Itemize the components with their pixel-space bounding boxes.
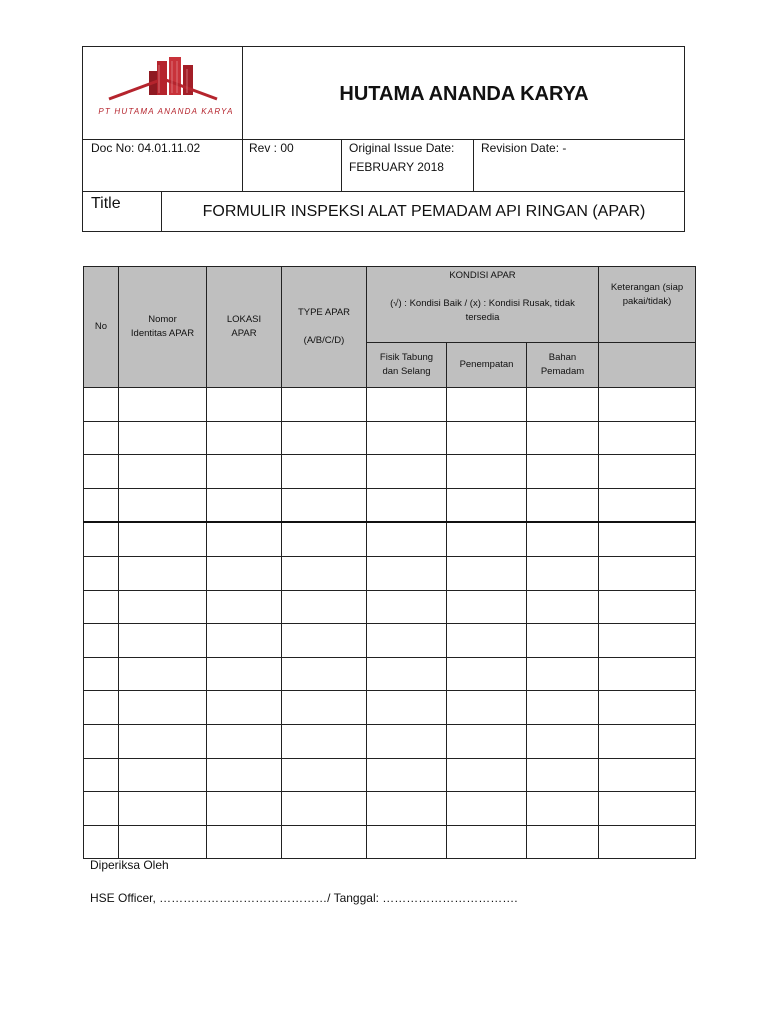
table-cell[interactable] — [527, 657, 599, 691]
table-cell[interactable] — [599, 488, 696, 522]
table-cell[interactable] — [599, 825, 696, 859]
table-cell[interactable] — [84, 455, 119, 489]
table-cell[interactable] — [119, 590, 207, 624]
table-cell[interactable] — [599, 657, 696, 691]
table-cell[interactable] — [367, 792, 447, 826]
table-cell[interactable] — [207, 556, 282, 590]
table-cell[interactable] — [447, 691, 527, 725]
table-cell[interactable] — [527, 724, 599, 758]
table-cell[interactable] — [282, 825, 367, 859]
table-row — [84, 421, 696, 455]
table-cell[interactable] — [599, 724, 696, 758]
table-cell[interactable] — [599, 556, 696, 590]
table-cell[interactable] — [527, 556, 599, 590]
table-cell[interactable] — [367, 388, 447, 422]
table-cell[interactable] — [207, 624, 282, 658]
table-cell[interactable] — [447, 825, 527, 859]
table-cell[interactable] — [447, 421, 527, 455]
table-cell[interactable] — [84, 522, 119, 556]
table-cell[interactable] — [282, 792, 367, 826]
original-issue-label: Original Issue Date: — [349, 141, 455, 155]
table-cell[interactable] — [207, 488, 282, 522]
sub-header-keterangan-blank — [599, 343, 696, 388]
col-header-no: No — [84, 267, 119, 388]
table-cell[interactable] — [599, 624, 696, 658]
table-cell[interactable] — [207, 455, 282, 489]
table-cell[interactable] — [367, 724, 447, 758]
table-cell[interactable] — [367, 488, 447, 522]
table-row — [84, 590, 696, 624]
table-cell[interactable] — [367, 657, 447, 691]
table-cell[interactable] — [599, 758, 696, 792]
form-title: FORMULIR INSPEKSI ALAT PEMADAM API RINGAN (APAR) — [202, 203, 646, 220]
col-header-keterangan: Keterangan (siap pakai/tidak) — [599, 267, 696, 343]
checked-by-label: Diperiksa Oleh — [90, 858, 169, 872]
table-cell[interactable] — [84, 590, 119, 624]
table-cell[interactable] — [599, 455, 696, 489]
table-cell[interactable] — [84, 792, 119, 826]
table-cell[interactable] — [599, 522, 696, 556]
table-row — [84, 556, 696, 590]
company-name: HUTAMA ANANDA KARYA — [339, 83, 589, 105]
table-cell[interactable] — [207, 522, 282, 556]
table-cell[interactable] — [207, 825, 282, 859]
table-row — [84, 758, 696, 792]
table-cell[interactable] — [119, 388, 207, 422]
table-cell[interactable] — [282, 624, 367, 658]
table-cell[interactable] — [282, 724, 367, 758]
table-cell[interactable] — [282, 488, 367, 522]
table-cell[interactable] — [207, 388, 282, 422]
table-cell[interactable] — [367, 758, 447, 792]
table-cell[interactable] — [367, 421, 447, 455]
table-cell[interactable] — [84, 724, 119, 758]
table-cell[interactable] — [367, 691, 447, 725]
table-row — [84, 455, 696, 489]
doc-number: Doc No: 04.01.11.02 — [91, 141, 201, 155]
table-cell[interactable] — [447, 724, 527, 758]
table-row — [84, 522, 696, 556]
table-cell[interactable] — [282, 556, 367, 590]
table-cell[interactable] — [84, 556, 119, 590]
table-cell[interactable] — [447, 624, 527, 658]
table-cell[interactable] — [207, 724, 282, 758]
table-cell[interactable] — [367, 825, 447, 859]
revision-number: Rev : 00 — [249, 141, 294, 155]
col-header-kondisi: KONDISI APAR (√) : Kondisi Baik / (x) : Kondisi Rusak, tidak tersedia — [367, 267, 599, 343]
table-cell[interactable] — [84, 388, 119, 422]
table-cell[interactable] — [119, 657, 207, 691]
table-cell[interactable] — [282, 590, 367, 624]
table-cell[interactable] — [282, 388, 367, 422]
table-cell[interactable] — [282, 455, 367, 489]
table-cell[interactable] — [119, 624, 207, 658]
table-cell[interactable] — [527, 388, 599, 422]
table-cell[interactable] — [599, 421, 696, 455]
col-header-lokasi: LOKASI APAR — [207, 267, 282, 388]
table-cell[interactable] — [527, 421, 599, 455]
sub-header-fisik: Fisik Tabung dan Selang — [367, 343, 447, 388]
table-cell[interactable] — [84, 758, 119, 792]
table-cell[interactable] — [282, 758, 367, 792]
company-logo — [105, 55, 225, 107]
table-cell[interactable] — [527, 522, 599, 556]
table-cell[interactable] — [282, 522, 367, 556]
table-cell[interactable] — [527, 455, 599, 489]
table-cell[interactable] — [84, 624, 119, 658]
revision-date: Revision Date: - — [481, 141, 567, 155]
col-header-nomor: Nomor Identitas APAR — [119, 267, 207, 388]
table-cell[interactable] — [447, 792, 527, 826]
table-cell[interactable] — [447, 758, 527, 792]
table-cell[interactable] — [119, 421, 207, 455]
sub-header-bahan: Bahan Pemadam — [527, 343, 599, 388]
table-cell[interactable] — [119, 758, 207, 792]
title-label: Title — [91, 195, 121, 212]
table-cell[interactable] — [599, 590, 696, 624]
table-cell[interactable] — [527, 691, 599, 725]
table-row — [84, 724, 696, 758]
table-cell[interactable] — [447, 522, 527, 556]
table-row — [84, 624, 696, 658]
table-cell[interactable] — [447, 488, 527, 522]
table-cell[interactable] — [447, 590, 527, 624]
table-cell[interactable] — [367, 455, 447, 489]
table-row — [84, 388, 696, 422]
table-cell[interactable] — [84, 421, 119, 455]
table-cell[interactable] — [84, 488, 119, 522]
table-cell[interactable] — [599, 792, 696, 826]
table-cell[interactable] — [119, 691, 207, 725]
table-cell[interactable] — [207, 421, 282, 455]
table-cell[interactable] — [207, 758, 282, 792]
table-cell[interactable] — [119, 825, 207, 859]
table-row — [84, 657, 696, 691]
sub-header-penempatan: Penempatan — [447, 343, 527, 388]
signature-line: HSE Officer, ……………………………………/ Tanggal: ……………………………. — [90, 891, 518, 905]
table-cell[interactable] — [599, 388, 696, 422]
table-row — [84, 792, 696, 826]
table-cell[interactable] — [282, 691, 367, 725]
table-cell[interactable] — [527, 624, 599, 658]
table-cell[interactable] — [207, 590, 282, 624]
table-cell[interactable] — [527, 825, 599, 859]
inspection-table — [83, 266, 696, 859]
original-issue-value: FEBRUARY 2018 — [349, 160, 444, 174]
table-cell[interactable] — [367, 590, 447, 624]
table-cell[interactable] — [84, 657, 119, 691]
table-row — [84, 825, 696, 859]
table-cell[interactable] — [119, 724, 207, 758]
table-cell[interactable] — [447, 657, 527, 691]
table-cell[interactable] — [84, 691, 119, 725]
table-cell[interactable] — [527, 590, 599, 624]
table-cell[interactable] — [447, 388, 527, 422]
table-cell[interactable] — [367, 556, 447, 590]
table-cell[interactable] — [207, 691, 282, 725]
table-cell[interactable] — [527, 792, 599, 826]
col-header-type: TYPE APAR (A/B/C/D) — [282, 267, 367, 388]
table-cell[interactable] — [119, 792, 207, 826]
table-cell[interactable] — [447, 556, 527, 590]
table-cell[interactable] — [282, 657, 367, 691]
table-cell[interactable] — [119, 455, 207, 489]
table-cell[interactable] — [119, 522, 207, 556]
table-cell[interactable] — [84, 825, 119, 859]
table-cell[interactable] — [527, 488, 599, 522]
table-cell[interactable] — [119, 488, 207, 522]
table-cell[interactable] — [207, 792, 282, 826]
table-row — [84, 488, 696, 522]
table-cell[interactable] — [367, 522, 447, 556]
table-cell[interactable] — [207, 657, 282, 691]
document-header — [82, 46, 685, 232]
table-row — [84, 691, 696, 725]
table-cell[interactable] — [527, 758, 599, 792]
table-cell[interactable] — [119, 556, 207, 590]
table-cell[interactable] — [599, 691, 696, 725]
logo-text: PT HUTAMA ANANDA KARYA — [98, 107, 234, 116]
table-cell[interactable] — [367, 624, 447, 658]
table-cell[interactable] — [447, 455, 527, 489]
table-cell[interactable] — [282, 421, 367, 455]
